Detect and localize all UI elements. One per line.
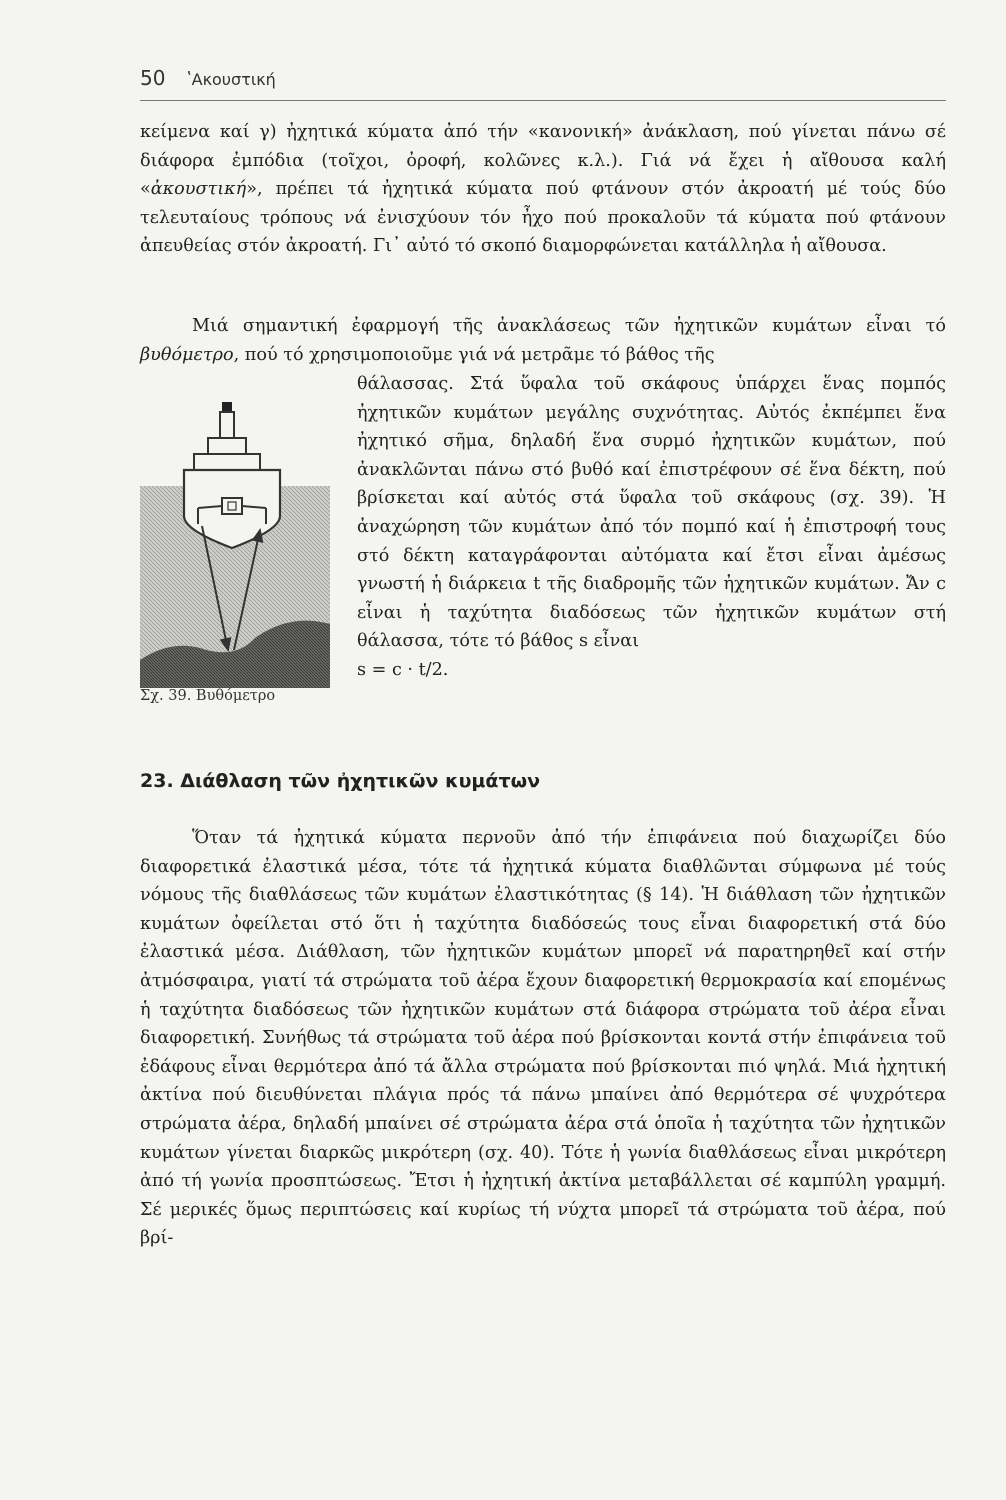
running-title: ʽΑκουστική (186, 70, 276, 89)
figure-caption: Σχ. 39. Βυθόμετρο (140, 688, 276, 704)
intro-paragraph-1 (140, 118, 946, 261)
bathometer-text-a: Μιά σημαντική ἐφαρμογή τῆς ἀνακλάσεως τῶν ἠχητικῶν κυμάτων εἶναι τό (192, 316, 946, 336)
intro-emphasis-akoustiki: ἀκουστική (150, 179, 247, 200)
ship-diagram (140, 398, 330, 688)
depth-formula: s = c · t/2. (357, 659, 449, 680)
page-header (140, 66, 946, 90)
intro-paragraph-2 (140, 312, 946, 369)
intro-text-a: κείμενα καί γ) ἠχητικά κύματα ἀπό τήν «κανονική» ἀνάκλαση, πού γίνεται πάνω σέ διάφορα ἐμπόδια (τοῖχοι, ὀροφή, κολῶνες κ.λ.). Γιά νά ἔχει ἡ αἴθουσα καλή « (140, 122, 946, 200)
bathometer-description (357, 370, 946, 685)
echo-sounder-figure (140, 398, 330, 718)
refraction-paragraph: Ὅταν τά ἠχητικά κύματα περνοῦν ἀπό τήν ἐπιφάνεια πού διαχωρίζει δύο διαφορετικά ἐλαστικά μέσα, τότε τά ἠχητικά κύματα διαθλῶνται σύμφωνα μέ τούς νόμους τῆς διαθλάσεως τῶν κυμάτων ἐλαστικότητας (§ 14). Ἡ διάθλαση τῶν ἠχητικῶν κυμάτων ὀφείλεται στό ὅτι ἡ ταχύτητα διαδόσεώς τους εἶναι διαφορετική στά δύο ἐλαστικά μέσα. Διάθλαση, τῶν ἠχητικῶν κυμάτων μπορεῖ νά παρατηρηθεῖ καί στήν ἀτμόσφαιρα, γιατί τά στρώματα τοῦ ἀέρα ἔχουν διαφορετική θερμοκρασία καί επομένως ἡ ταχύτητα διαδόσεως τῶν ἠχητικῶν κυμάτων στά διάφορα στρώματα τοῦ ἀέρα εἶναι διαφορετική. Συνήθως τά στρώματα τοῦ ἀέρα πού βρίσκονται κοντά στήν ἐπιφάνεια τοῦ ἐδάφους εἶναι θερμότερα ἀπό τά ἄλλα στρώματα πού βρίσκονται πιό ψηλά. Μιά ἠχητική ἀκτίνα πού διευθύνεται πλάγια πρός τά πάνω μπαίνει ἀπό θερμότερα σέ ψυχρότερα στρώματα ἀέρα, δηλαδή μπαίνει σέ στρώματα ἀέρα στά ὁποῖα ἡ ταχύτητα τῶν ἠχητικῶν κυμάτων γίνεται διαρκῶς μικρότερη (σχ. 40). Τότε ἡ γωνία διαθλάσεως εἶναι μικρότερη ἀπό τή γωνία προσπτώσεως. Ἔτσι ἡ ἠχητική ἀκτίνα μεταβάλλεται σέ καμπύλη γραμμή. Σέ μερικές ὅμως περιπτώσεις καί κυρίως τή νύχτα μπορεῖ τά στρώματα τοῦ ἀέρα, πού βρί- (140, 828, 946, 1249)
ship-funnel (222, 402, 232, 412)
intro-text-b: », πρέπει τά ἠχητικά κύματα πού φτάνουν στόν ἀκροατή μέ τούς δύο τελευταίους τρόπους νά ἐνισχύουν τόν ἦχο πού προκαλοῦν τά κύματα πού φτάνουν ἀπευθείας στόν ἀκροατή. Γι᾽ αὐτό τό σκοπό διαμορφώνεται κατάλληλα ἡ αἴθουσα. (140, 179, 946, 257)
transmitter-box (222, 498, 242, 514)
bathometer-text-b: , πού τό χρησιμοποιοῦμε γιά νά μετρᾶμε τό βάθος τῆς (233, 344, 715, 365)
bathometer-paragraph: θάλασσας. Στά ὕφαλα τοῦ σκάφους ὑπάρχει ἕνας πομπός ἠχητικῶν κυμάτων μεγάλης συχνότητας. Αὐτός ἐκπέμπει ἕνα ἠχητικό σῆμα, δηλαδή ἕνα συρμό ἠχητικῶν κυμάτων, πού ἀνακλῶνται πάνω στό βυθό καί ἐπιστρέφουν σέ ἕνα δέκτη, πού βρίσκεται καί αὐτός στά ὕφαλα τοῦ σκάφους (σχ. 39). Ἡ ἀναχώρηση τῶν κυμάτων ἀπό τόν πομπό καί ἡ ἐπιστροφή τους στό δέκτη καταγράφονται αὐτόματα καί ἔτσι εἶναι ἀμέσως γνωστή ἡ διάρκεια t τῆς διαδρομῆς τῶν ἠχητικῶν κυμάτων. Ἄν c εἶναι ἡ ταχύτητα διαδόσεως τῶν ἠχητικῶν κυμάτων στή θάλασσα, τότε τό βάθος s εἶναι (357, 374, 946, 652)
bathometer-emphasis: βυθόμετρο (140, 344, 234, 365)
refraction-section (140, 824, 946, 1253)
header-rule (140, 100, 946, 101)
section-heading: 23. Διάθλαση τῶν ἠχητικῶν κυμάτων (140, 770, 541, 792)
page-number: 50 (140, 66, 166, 90)
